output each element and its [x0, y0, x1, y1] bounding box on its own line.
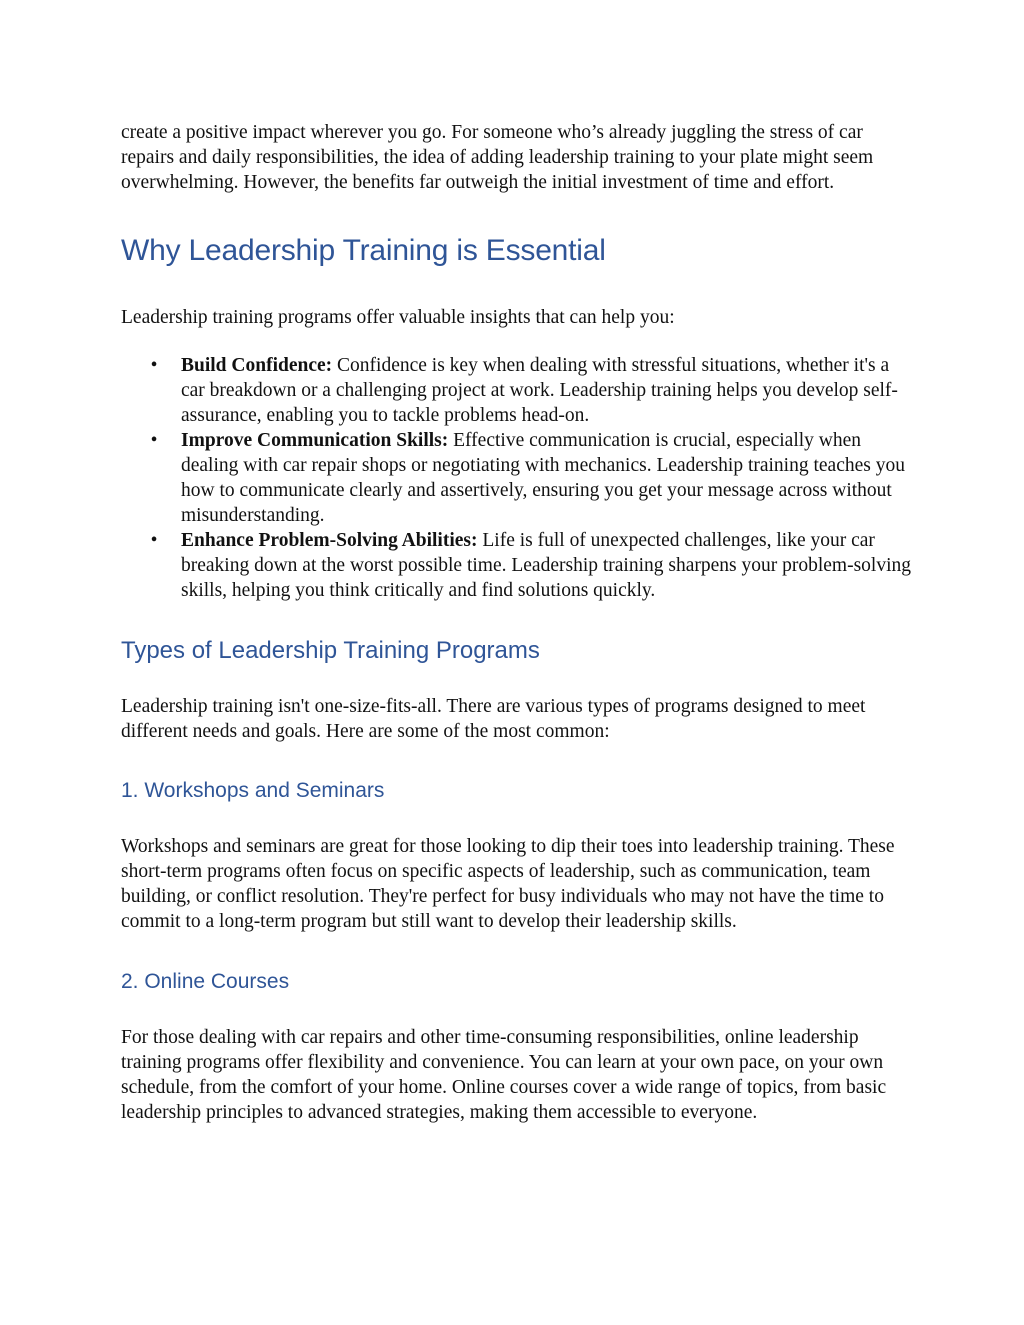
- list-item-title: Build Confidence:: [181, 355, 333, 376]
- list-item-text: Confidence is key when dealing with stressful situations, whether it's a car breakdown or a challenging project at work. Leadership training helps you develop self-assurance, enabling you to tackle problems head-on.: [181, 355, 898, 426]
- list-item-text: Effective communication is crucial, especially when dealing with car repair shops or negotiating with mechanics. Leadership training teaches you how to communicate clearly and assertively, ensuring you get your message across without misunderstanding.: [181, 430, 905, 526]
- workshops-paragraph: Workshops and seminars are great for those looking to dip their toes into leadership training. These short-term programs often focus on specific aspects of leadership, such as communication, team building, or conflict resolution. They're perfect for busy individuals who may not have the time to commit to a long-term program but still want to develop their leadership skills.: [121, 836, 895, 932]
- list-item-text: Life is full of unexpected challenges, like your car breaking down at the worst possible time. Leadership training sharpens your problem-solving skills, helping you think critically and find solutions quickly.: [181, 530, 912, 601]
- online-courses-paragraph: For those dealing with car repairs and other time-consuming responsibilities, online leadership training programs offer flexibility and convenience. You can learn at your own pace, on your own schedule, from the comfort of your home. Online courses cover a wide range of topics, from basic leadership principles to advanced strategies, making them accessible to everyone.: [121, 1027, 887, 1123]
- bullet-icon: •: [150, 430, 158, 451]
- benefits-list: [121, 353, 911, 603]
- types-lead-paragraph: Leadership training isn't one-size-fits-all. There are various types of programs designed to meet different needs and goals. Here are some of the most common:: [121, 696, 866, 742]
- list-item-communication-skills: [121, 428, 911, 528]
- bullet-icon: •: [150, 355, 158, 376]
- list-item-title: Improve Communication Skills:: [181, 430, 449, 451]
- intro-paragraph: create a positive impact wherever you go. For someone who’s already juggling the stress of car repairs and daily responsibilities, the idea of adding leadership training to your plate might seem overwhelming. However, the benefits far outweigh the initial investment of time and effort.: [121, 122, 874, 193]
- benefits-lead-paragraph: Leadership training programs offer valuable insights that can help you:: [121, 307, 675, 328]
- heading-online-courses: 2. Online Courses: [121, 970, 290, 993]
- list-item-title: Enhance Problem-Solving Abilities:: [181, 530, 478, 551]
- list-item-build-confidence: [121, 353, 911, 428]
- heading-why-leadership-training: Why Leadership Training is Essential: [121, 234, 606, 267]
- heading-workshops-seminars: 1. Workshops and Seminars: [121, 779, 385, 802]
- heading-types-of-programs: Types of Leadership Training Programs: [121, 637, 540, 664]
- list-item-problem-solving: [121, 528, 911, 603]
- bullet-icon: •: [150, 530, 158, 551]
- document-page: [121, 120, 911, 1125]
